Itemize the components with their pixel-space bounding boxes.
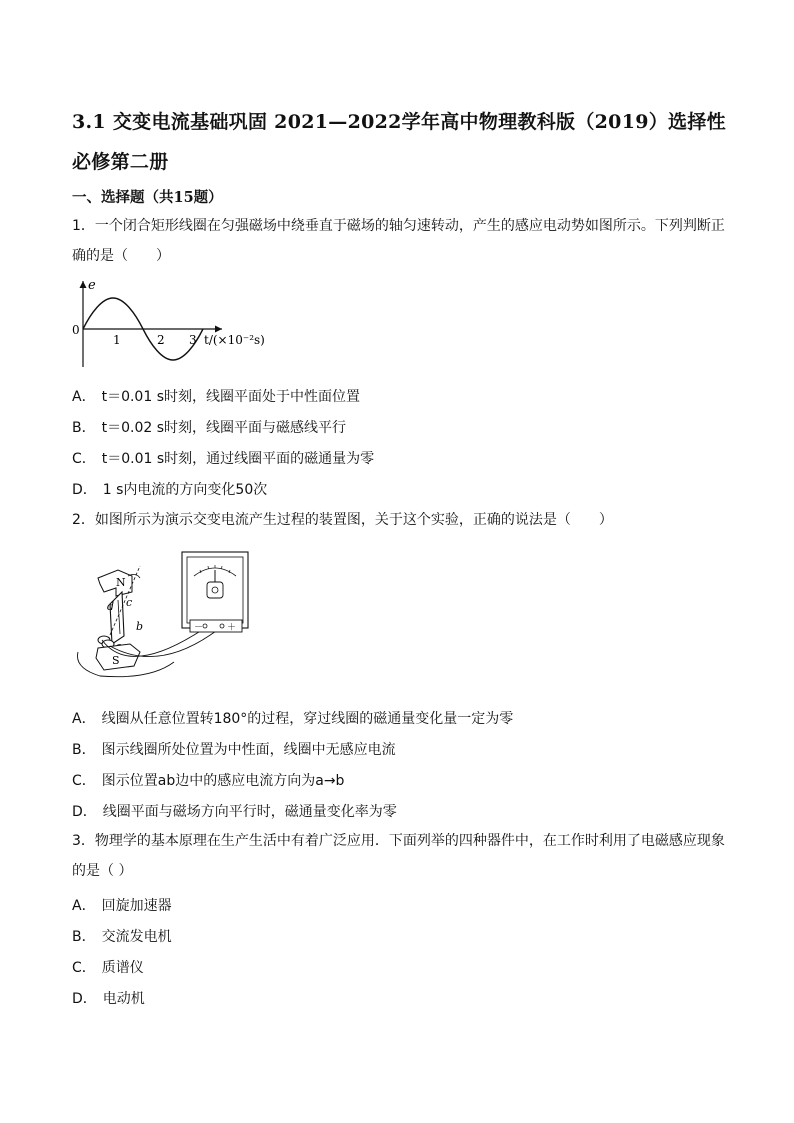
option-text: 电动机 (102, 991, 145, 1007)
question-3-stem: 3．物理学的基本原理在生产生活中有着广泛应用．下面列举的四种器件中，在工作时利用了电磁感应现象的是（ ） (72, 833, 725, 879)
q2-option-c (72, 770, 344, 790)
option-text: 图示位置ab边中的感应电流方向为a→b (101, 773, 345, 789)
galvanometer-pivot (212, 587, 218, 593)
option-text: 线圈从任意位置转180°的过程，穿过线圈的磁通量变化量一定为零 (101, 711, 514, 727)
q1-option-c (72, 448, 374, 468)
tick-label-1: 1 (113, 333, 121, 347)
d-label: d (107, 600, 115, 613)
q3-option-a (72, 895, 172, 915)
q1-option-a (72, 386, 360, 406)
option-letter: C． (72, 960, 96, 976)
option-letter: D． (72, 804, 97, 820)
document-title: 3.1 交变电流基础巩固 2021—2022学年高中物理教科版（2019）选择性必修第二册 (72, 111, 726, 173)
q3-option-d (72, 988, 145, 1008)
option-letter: B． (72, 742, 96, 758)
s-label: S (112, 654, 120, 667)
x-axis-label: t/(×10⁻²s) (204, 333, 265, 347)
option-letter: B． (72, 420, 96, 436)
scale-tick (222, 566, 223, 569)
tick-label-3: 3 (189, 333, 197, 347)
magnet-n-pole (98, 570, 132, 596)
q1-sine-graph (70, 275, 270, 370)
q1-option-b (72, 417, 346, 437)
origin-label: 0 (72, 323, 80, 337)
section-heading: 一、选择题（共15题） (72, 189, 223, 206)
q2-generator-apparatus (70, 548, 270, 683)
terminal-plus (220, 624, 224, 628)
minus-label: － (194, 623, 204, 633)
option-letter: A． (72, 711, 96, 727)
scale-tick (208, 566, 209, 569)
terminal-minus (203, 624, 207, 628)
option-letter: A． (72, 389, 96, 405)
option-letter: D． (72, 482, 97, 498)
tick-label-2: 2 (157, 333, 165, 347)
c-label: c (126, 596, 133, 609)
q1-option-d (72, 479, 267, 499)
q2-option-a (72, 708, 513, 728)
option-text: 线圈平面与磁场方向平行时，磁通量变化率为零 (102, 804, 397, 820)
option-letter: C． (72, 773, 96, 789)
option-letter: D． (72, 991, 97, 1007)
option-text: 质谱仪 (101, 960, 144, 976)
q2-option-b (72, 739, 396, 759)
y-axis-label: e (88, 278, 96, 293)
option-letter: B． (72, 929, 96, 945)
option-letter: A． (72, 898, 96, 914)
q3-option-b (72, 926, 172, 946)
option-letter: C． (72, 451, 96, 467)
question-1-stem: 1．一个闭合矩形线圈在匀强磁场中绕垂直于磁场的轴匀速转动，产生的感应电动势如图所示。下列判断正确的是（ ） (72, 218, 725, 264)
option-text: 图示线圈所处位置为中性面，线圈中无感应电流 (101, 742, 396, 758)
option-text: t＝0.01 s时刻，通过线圈平面的磁通量为零 (101, 451, 375, 467)
option-text: 回旋加速器 (101, 898, 172, 914)
q3-option-c (72, 957, 144, 977)
question-2-stem: 2．如图所示为演示交变电流产生过程的装置图，关于这个实验，正确的说法是（ ） (72, 512, 613, 528)
option-text: 1 s内电流的方向变化50次 (102, 482, 268, 498)
option-text: t＝0.01 s时刻，线圈平面处于中性面位置 (101, 389, 360, 405)
q2-option-d (72, 801, 397, 821)
n-label: N (116, 576, 126, 589)
b-label: b (136, 620, 144, 633)
plus-label: ＋ (227, 623, 237, 633)
option-text: t＝0.02 s时刻，线圈平面与磁感线平行 (101, 420, 347, 436)
option-text: 交流发电机 (101, 929, 172, 945)
